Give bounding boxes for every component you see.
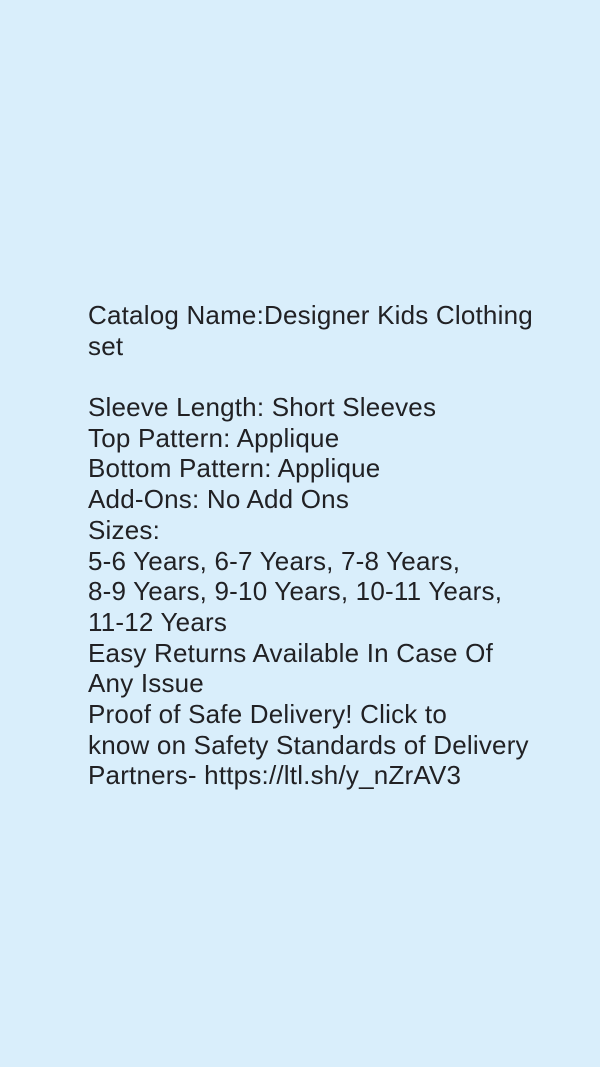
sleeve-length-line: Sleeve Length: Short Sleeves	[88, 392, 437, 423]
top-pattern-line: Top Pattern: Applique	[88, 422, 340, 453]
sizes-line-2: 8-9 Years, 9-10 Years, 10-11 Years,	[88, 576, 503, 607]
returns-line-2: Any Issue	[88, 668, 204, 699]
returns-line-1: Easy Returns Available In Case Of	[88, 637, 493, 668]
delivery-link-line	[88, 760, 533, 791]
sizes-line-3: 11-12 Years	[88, 606, 228, 637]
safety-standards-link[interactable]: https://ltl.sh/y_nZrAV3	[204, 760, 462, 791]
catalog-name-line-1: Catalog Name:Designer Kids Clothing	[88, 300, 533, 330]
add-ons-line: Add-Ons: No Add Ons	[88, 484, 350, 515]
bottom-pattern-line: Bottom Pattern: Applique	[88, 453, 381, 484]
sizes-label-line: Sizes:	[88, 514, 161, 545]
delivery-proof-line-1: Proof of Safe Delivery! Click to	[88, 698, 447, 729]
delivery-proof-line-2: know on Safety Standards of Delivery	[88, 729, 529, 760]
sizes-line-1: 5-6 Years, 6-7 Years, 7-8 Years,	[88, 545, 461, 576]
blank-line	[88, 361, 533, 392]
catalog-description	[88, 300, 533, 791]
catalog-name-line-2: set	[88, 330, 124, 361]
link-prefix: Partners-	[88, 760, 205, 791]
